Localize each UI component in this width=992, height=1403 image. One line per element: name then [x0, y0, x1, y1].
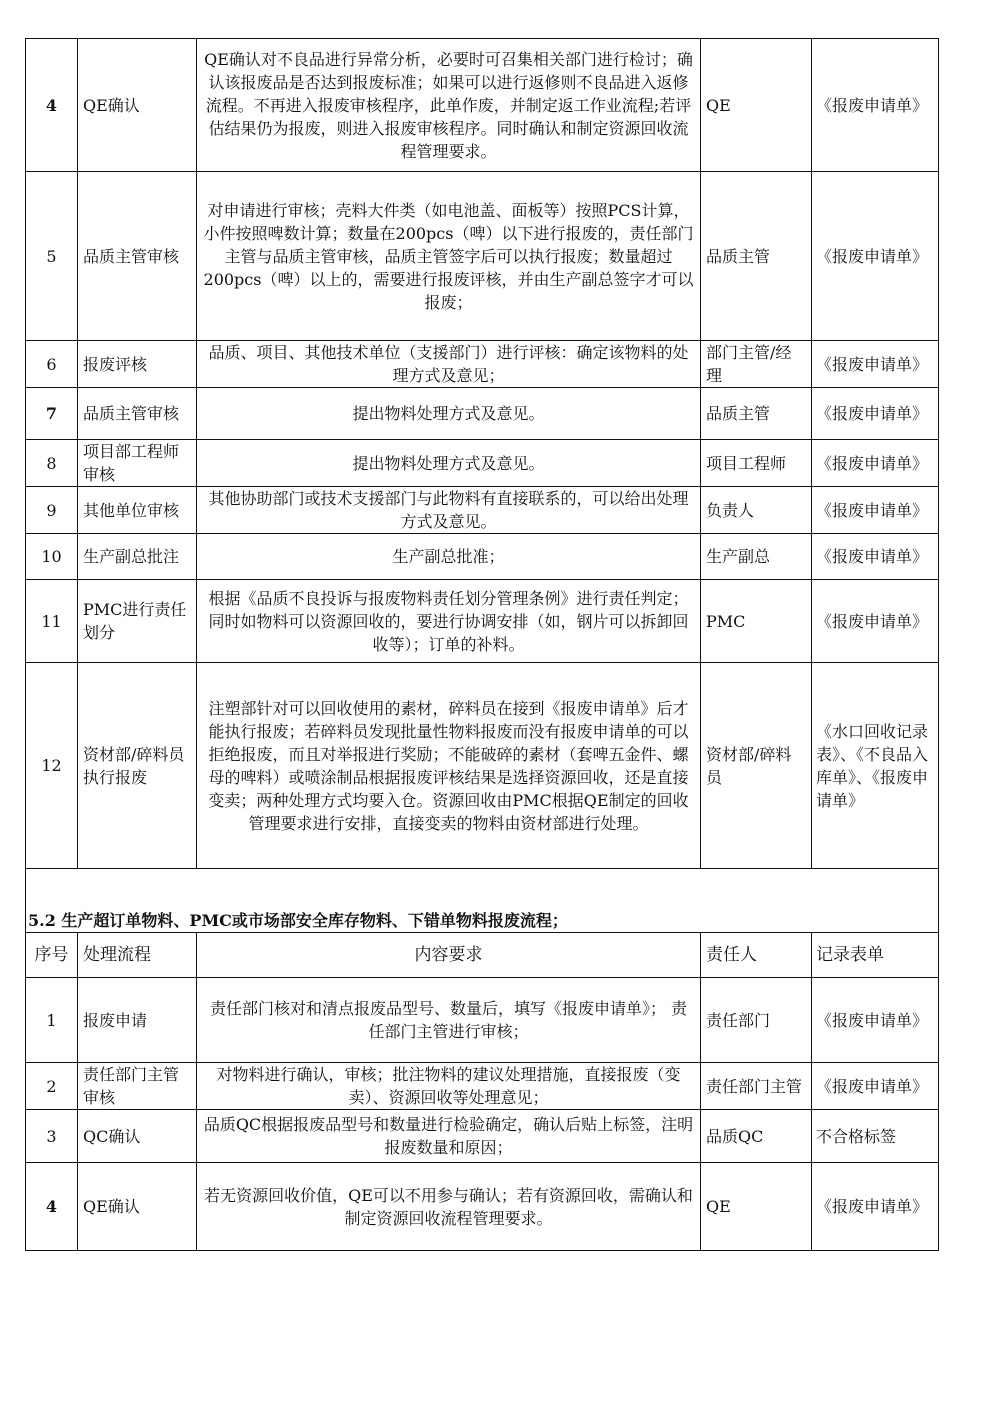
content-requirement: 对申请进行审核；壳料大件类（如电池盖、面板等）按照PCS计算，小件按照啤数计算；数量在200pcs（啤）以下进行报废的，责任部门主管与品质主管审核，品质主管签字后可以执行报废；数量超过200pcs（啤）以上的，需要进行报废评核，并由生产副总签字才可以报废； — [197, 172, 701, 341]
row-number: 3 — [26, 1110, 78, 1163]
content-requirement: 若无资源回收价值，QE可以不用参与确认；若有资源回收，需确认和制定资源回收流程管理要求。 — [197, 1163, 701, 1251]
table-row — [26, 388, 939, 440]
process-step: 其他单位审核 — [78, 487, 197, 534]
row-number: 4 — [26, 1163, 78, 1251]
content-requirement: 其他协助部门或技术支援部门与此物料有直接联系的，可以给出处理方式及意见。 — [197, 487, 701, 534]
content-requirement: 责任部门核对和清点报废品型号、数量后，填写《报废申请单》； 责任部门主管进行审核； — [197, 978, 701, 1063]
row-number: 4 — [26, 39, 78, 172]
content-requirement: 提出物料处理方式及意见。 — [197, 440, 701, 487]
table-row — [26, 1110, 939, 1163]
row-number: 8 — [26, 440, 78, 487]
table-row — [26, 341, 939, 388]
row-number: 11 — [26, 580, 78, 663]
responsible-person: 负责人 — [701, 487, 812, 534]
content-requirement: 提出物料处理方式及意见。 — [197, 388, 701, 440]
record-form: 《水口回收记录表》、《不良品入库单》、《报废申请单》 — [812, 663, 939, 869]
responsible-person: 品质QC — [701, 1110, 812, 1163]
row-number: 5 — [26, 172, 78, 341]
row-number: 12 — [26, 663, 78, 869]
record-form: 《报废申请单》 — [812, 580, 939, 663]
record-form: 《报废申请单》 — [812, 487, 939, 534]
table-header-row — [26, 933, 939, 978]
table-row — [26, 580, 939, 663]
header-number: 序号 — [26, 933, 78, 978]
table-row — [26, 534, 939, 580]
responsible-person: PMC — [701, 580, 812, 663]
table-row — [26, 172, 939, 341]
header-content: 内容要求 — [197, 933, 701, 978]
record-form: 《报废申请单》 — [812, 39, 939, 172]
record-form: 《报废申请单》 — [812, 534, 939, 580]
process-step: QE确认 — [78, 1163, 197, 1251]
process-step: 责任部门主管审核 — [78, 1063, 197, 1110]
table-row — [26, 487, 939, 534]
scrap-process-table — [25, 38, 939, 1251]
table-row — [26, 1163, 939, 1251]
process-step: 报废申请 — [78, 978, 197, 1063]
process-step: 品质主管审核 — [78, 388, 197, 440]
section-heading-row — [26, 869, 939, 933]
row-number: 1 — [26, 978, 78, 1063]
process-step: PMC进行责任划分 — [78, 580, 197, 663]
process-step: 报废评核 — [78, 341, 197, 388]
process-step: QE确认 — [78, 39, 197, 172]
row-number: 9 — [26, 487, 78, 534]
table-row — [26, 1063, 939, 1110]
header-record: 记录表单 — [812, 933, 939, 978]
content-requirement: 注塑部针对可以回收使用的素材，碎料员在接到《报废申请单》后才能执行报废；若碎料员发现批量性物料报废而没有报废申请单的可以拒绝报废，而且对举报进行奖励；不能破碎的素材（套啤五金件、螺母的啤料）或喷涂制品根据报废评核结果是选择资源回收，还是直接变卖；两种处理方式均要入仓。资源回收由PMC根据QE制定的回收管理要求进行安排，直接变卖的物料由资材部进行处理。 — [197, 663, 701, 869]
row-number: 6 — [26, 341, 78, 388]
record-form: 不合格标签 — [812, 1110, 939, 1163]
responsible-person: QE — [701, 39, 812, 172]
responsible-person: 责任部门 — [701, 978, 812, 1063]
header-owner: 责任人 — [701, 933, 812, 978]
responsible-person: QE — [701, 1163, 812, 1251]
table-row — [26, 978, 939, 1063]
record-form: 《报废申请单》 — [812, 1063, 939, 1110]
row-number: 2 — [26, 1063, 78, 1110]
table-row — [26, 39, 939, 172]
responsible-person: 品质主管 — [701, 388, 812, 440]
content-requirement: 对物料进行确认，审核；批注物料的建议处理措施，直接报废（变卖）、资源回收等处理意见； — [197, 1063, 701, 1110]
table-row — [26, 663, 939, 869]
content-requirement: 根据《品质不良投诉与报废物料责任划分管理条例》进行责任判定；同时如物料可以资源回收的，要进行协调安排（如，钢片可以拆卸回收等）；订单的补料。 — [197, 580, 701, 663]
responsible-person: 部门主管/经理 — [701, 341, 812, 388]
process-step: QC确认 — [78, 1110, 197, 1163]
process-step: 生产副总批注 — [78, 534, 197, 580]
record-form: 《报废申请单》 — [812, 978, 939, 1063]
record-form: 《报废申请单》 — [812, 341, 939, 388]
responsible-person: 资材部/碎料员 — [701, 663, 812, 869]
responsible-person: 品质主管 — [701, 172, 812, 341]
responsible-person: 生产副总 — [701, 534, 812, 580]
row-number: 10 — [26, 534, 78, 580]
section-title: 5.2 生产超订单物料、PMC或市场部安全库存物料、下错单物料报废流程； — [26, 869, 939, 933]
record-form: 《报废申请单》 — [812, 440, 939, 487]
content-requirement: 生产副总批准； — [197, 534, 701, 580]
process-step: 资材部/碎料员执行报废 — [78, 663, 197, 869]
record-form: 《报废申请单》 — [812, 388, 939, 440]
responsible-person: 责任部门主管 — [701, 1063, 812, 1110]
content-requirement: QE确认对不良品进行异常分析，必要时可召集相关部门进行检讨；确认该报废品是否达到报废标准；如果可以进行返修则不良品进入返修流程。不再进入报废审核程序，此单作废，并制定返工作业流程;若评估结果仍为报废，则进入报废审核程序。同时确认和制定资源回收流程管理要求。 — [197, 39, 701, 172]
record-form: 《报废申请单》 — [812, 172, 939, 341]
responsible-person: 项目工程师 — [701, 440, 812, 487]
row-number: 7 — [26, 388, 78, 440]
content-requirement: 品质QC根据报废品型号和数量进行检验确定，确认后贴上标签，注明报废数量和原因； — [197, 1110, 701, 1163]
record-form: 《报废申请单》 — [812, 1163, 939, 1251]
process-step: 项目部工程师审核 — [78, 440, 197, 487]
header-process: 处理流程 — [78, 933, 197, 978]
content-requirement: 品质、项目、其他技术单位（支援部门）进行评核：确定该物料的处理方式及意见； — [197, 341, 701, 388]
table-row — [26, 440, 939, 487]
process-step: 品质主管审核 — [78, 172, 197, 341]
